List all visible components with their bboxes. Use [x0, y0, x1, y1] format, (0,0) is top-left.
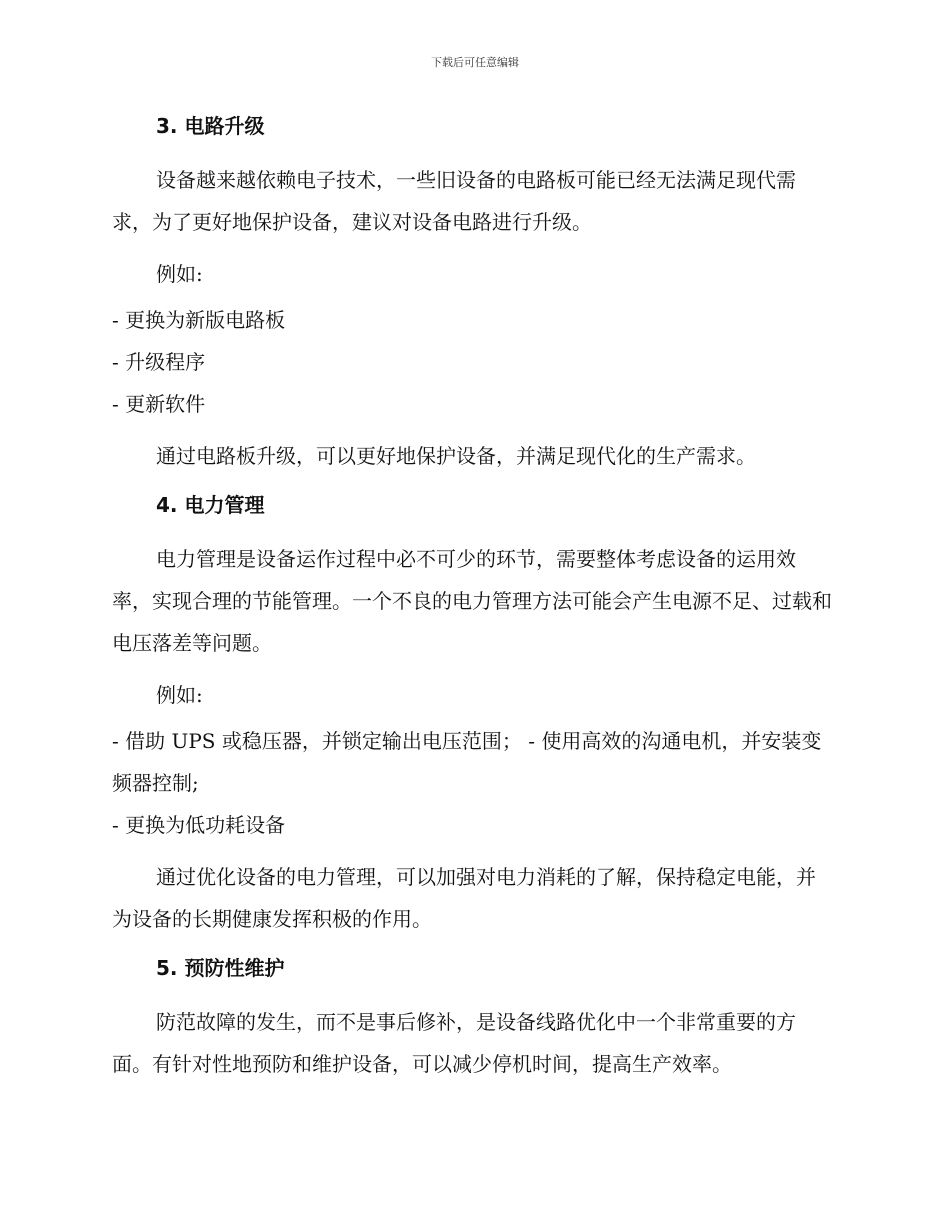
section-heading-circuit-upgrade: 3. 电路升级	[156, 114, 265, 138]
list-item: - 升级程序	[112, 350, 206, 374]
paragraph: 防范故障的发生，而不是事后修补，是设备线路优化中一个非常重要的方面。有针对性地预防和维护设备，可以减少停机时间，提高生产效率。	[112, 1010, 796, 1076]
list-item: - 更新软件	[112, 392, 206, 416]
section-heading-power-management: 4. 电力管理	[156, 493, 265, 517]
page-header: 下载后可任意编辑	[431, 56, 519, 69]
paragraph: 设备越来越依赖电子技术，一些旧设备的电路板可能已经无法满足现代需求，为了更好地保护设备，建议对设备电路进行升级。	[112, 168, 796, 234]
list-item: - 借助 UPS 或稳压器，并锁定输出电压范围； - 使用高效的沟通电机，并安装变频器控制;	[112, 729, 822, 795]
paragraph: 通过优化设备的电力管理，可以加强对电力消耗的了解，保持稳定电能，并为设备的长期健康发挥积极的作用。	[112, 865, 816, 931]
list-item: - 更换为低功耗设备	[112, 813, 286, 837]
paragraph: 通过电路板升级，可以更好地保护设备，并满足现代化的生产需求。	[156, 444, 756, 468]
section-heading-preventive-maintenance: 5. 预防性维护	[156, 956, 285, 980]
bullet-list	[112, 299, 832, 425]
list-item: - 更换为新版电路板	[112, 308, 286, 332]
document-body	[112, 108, 832, 1095]
example-label: 例如:	[156, 262, 203, 286]
example-label: 例如:	[156, 683, 203, 707]
paragraph: 电力管理是设备运作过程中必不可少的环节，需要整体考虑设备的运用效率，实现合理的节能管理。一个不良的电力管理方法可能会产生电源不足、过载和电压落差等问题。	[112, 547, 832, 655]
bullet-list	[112, 720, 832, 846]
